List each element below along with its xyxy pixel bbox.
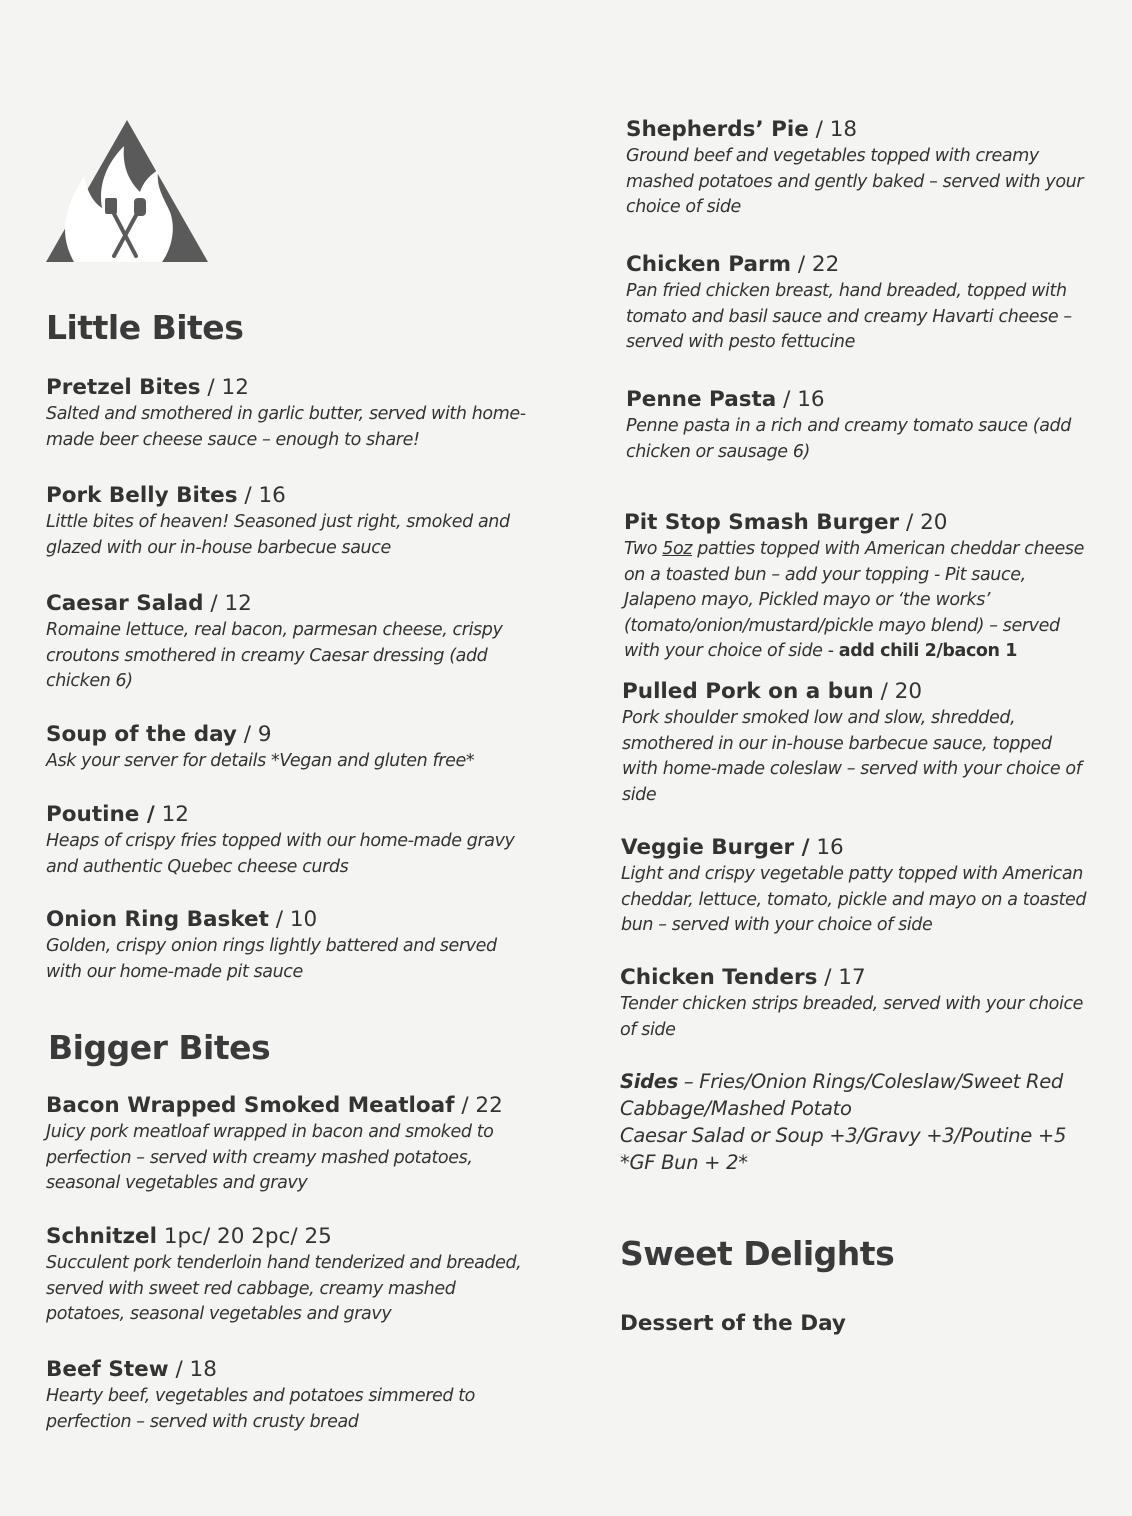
- item-name: Pretzel Bites: [46, 375, 201, 400]
- item-price: 20: [920, 510, 948, 535]
- menu-item: [46, 1223, 526, 1328]
- item-name: Pit Stop Smash Burger: [624, 510, 900, 535]
- menu-item: [621, 834, 1091, 939]
- menu-item: Pretzel Bites / 12 Salted and smothered in garlic butter, served with home-made beer cheese sauce – enough to share!: [46, 374, 526, 453]
- item-price: 12: [161, 802, 189, 827]
- item-description: Juicy pork meatloaf wrapped in bacon and smoked to perfection – served with creamy mashed potatoes, seasonal vegetables and gravy: [46, 1122, 494, 1193]
- item-price: 16: [797, 387, 825, 412]
- item-name: Bacon Wrapped Smoked Meatloaf: [46, 1093, 455, 1118]
- menu-item: Soup of the day / 9 Ask your server for details *Vegan and gluten free*: [46, 721, 526, 775]
- item-name: Onion Ring Basket: [46, 907, 269, 932]
- item-price: 16: [258, 483, 286, 508]
- sweet-delights-heading: Sweet Delights: [620, 1234, 895, 1273]
- sides-extras: Caesar Salad or Soup +3/Gravy +3/Poutine +5: [620, 1124, 1067, 1147]
- bigger-bites-heading: Bigger Bites: [48, 1028, 271, 1067]
- menu-item: Chicken Parm / 22 Pan fried chicken breast, hand breaded, topped with tomato and basil sauce and creamy Havarti cheese – served with pesto fettucine: [626, 251, 1096, 356]
- menu-item: [620, 1310, 1090, 1338]
- item-description: Little bites of heaven! Seasoned just right, smoked and glazed with our in-house barbecue sauce: [46, 512, 510, 558]
- logo: [44, 116, 210, 266]
- item-price: 16: [816, 835, 844, 860]
- item-description: Succulent pork tenderloin hand tenderized and breaded, served with sweet red cabbage, creamy mashed potatoes, seasonal vegetables and gravy: [46, 1253, 522, 1324]
- menu-item: Beef Stew / 18 Hearty beef, vegetables and potatoes simmered to perfection – served with crusty bread: [46, 1356, 526, 1435]
- item-name: Penne Pasta: [626, 387, 777, 412]
- item-name: Beef Stew: [46, 1357, 169, 1382]
- item-price: 17: [838, 965, 866, 990]
- sides-label: Sides: [620, 1070, 679, 1093]
- item-description: Tender chicken strips breaded, served with your choice of side: [620, 994, 1084, 1040]
- item-name: Pork Belly Bites: [46, 483, 238, 508]
- item-name: Pulled Pork on a bun: [622, 679, 874, 704]
- item-name: Chicken Parm: [626, 252, 791, 277]
- item-name: Dessert of the Day: [620, 1311, 846, 1336]
- item-price: 12: [224, 591, 252, 616]
- item-price: 18: [829, 117, 858, 142]
- menu-item: Pulled Pork on a bun / 20 Pork shoulder smoked low and slow, shredded, smothered in our in-house barbecue sauce, topped with home-made coleslaw – served with your choice of side: [622, 678, 1092, 808]
- sides-list: [620, 1068, 1090, 1176]
- item-description: Pan fried chicken breast, hand breaded, topped with tomato and basil sauce and creamy Havarti cheese – served with pesto fettucine: [626, 281, 1072, 352]
- menu-item: Chicken Tenders / 17 Tender chicken strips breaded, served with your choice of side: [620, 964, 1090, 1043]
- menu-item: Bacon Wrapped Smoked Meatloaf / 22 Juicy pork meatloaf wrapped in bacon and smoked to perfection – served with creamy mashed potatoes, seasonal vegetables and gravy: [46, 1092, 526, 1197]
- menu-item: Shepherds’ Pie / 18 Ground beef and vegetables topped with creamy mashed potatoes and gently baked – served with your choice of side: [626, 116, 1096, 221]
- gf-bun-note: *GF Bun + 2*: [620, 1151, 748, 1174]
- item-name: Veggie Burger /: [621, 835, 810, 860]
- item-description: Hearty beef, vegetables and potatoes simmered to perfection – served with crusty bread: [46, 1386, 475, 1432]
- menu-item: Onion Ring Basket / 10 Golden, crispy onion rings lightly battered and served with our home-made pit sauce: [46, 906, 526, 985]
- menu-item: Pit Stop Smash Burger / 20 Two 5oz patties topped with American cheddar cheese on a toasted bun – add your topping - Pit sauce, Jalapeno mayo, Pickled mayo or ‘the works’ (tomato/onion/mustard/pickle mayo blend) – served with your choice of side - add chili 2/bacon 1: [624, 509, 1094, 665]
- item-price: 12: [221, 375, 249, 400]
- little-bites-heading: Little Bites: [46, 308, 244, 347]
- item-description: Ask your server for details *Vegan and gluten free*: [46, 751, 475, 771]
- menu-item: Penne Pasta / 16 Penne pasta in a rich and creamy tomato sauce (add chicken or sausage 6): [626, 386, 1096, 465]
- item-description: Penne pasta in a rich and creamy tomato sauce (add chicken or sausage 6): [626, 416, 1071, 462]
- item-description: Two 5oz patties topped with American cheddar cheese on a toasted bun – add your topping - Pit sauce, Jalapeno mayo, Pickled mayo or ‘the works’ (tomato/onion/mustard/pickle mayo blend) – served with your choice of side - add chili 2/bacon 1: [624, 539, 1084, 661]
- menu-item: Caesar Salad / 12 Romaine lettuce, real bacon, parmesan cheese, crispy croutons smothered in creamy Caesar dressing (add chicken 6): [46, 590, 526, 695]
- menu-item: [46, 801, 526, 880]
- mountain-flame-utensils-icon: [44, 116, 210, 266]
- item-price: 10: [289, 907, 318, 932]
- item-name: Caesar Salad: [46, 591, 204, 616]
- item-name: Shepherds’ Pie: [626, 117, 809, 142]
- item-name: Poutine /: [46, 802, 155, 827]
- sides-options: – Fries/Onion Rings/Coleslaw/Sweet Red Cabbage/Mashed Potato: [620, 1070, 1063, 1120]
- item-description: Salted and smothered in garlic butter, served with home-made beer cheese sauce – enough to share!: [46, 404, 526, 450]
- menu-item: Pork Belly Bites / 16 Little bites of heaven! Seasoned just right, smoked and glazed with our in-house barbecue sauce: [46, 482, 526, 561]
- item-price: 9: [257, 722, 272, 747]
- item-price: 18: [189, 1357, 217, 1382]
- item-name: Soup of the day: [46, 722, 237, 747]
- item-price: 22: [475, 1093, 503, 1118]
- item-description: Ground beef and vegetables topped with creamy mashed potatoes and gently baked – served with your choice of side: [626, 146, 1084, 217]
- item-price: 20: [894, 679, 923, 704]
- item-name: Chicken Tenders: [620, 965, 818, 990]
- item-description: Romaine lettuce, real bacon, parmesan cheese, crispy croutons smothered in creamy Caesar dressing (add chicken 6): [46, 620, 503, 691]
- item-description: Heaps of crispy fries topped with our home-made gravy and authentic Quebec cheese curds: [46, 831, 515, 877]
- item-description: Light and crispy vegetable patty topped with American cheddar, lettuce, tomato, pickle and mayo on a toasted bun – served with your choice of side: [621, 864, 1087, 935]
- item-name: Schnitzel: [46, 1224, 157, 1249]
- item-description: Pork shoulder smoked low and slow, shredded, smothered in our in-house barbecue sauce, topped with home-made coleslaw – served with your choice of side: [622, 708, 1082, 805]
- item-price: 1pc/ 20 2pc/ 25: [163, 1224, 332, 1249]
- item-description: Golden, crispy onion rings lightly battered and served with our home-made pit sauce: [46, 936, 497, 982]
- item-price: 22: [811, 252, 840, 277]
